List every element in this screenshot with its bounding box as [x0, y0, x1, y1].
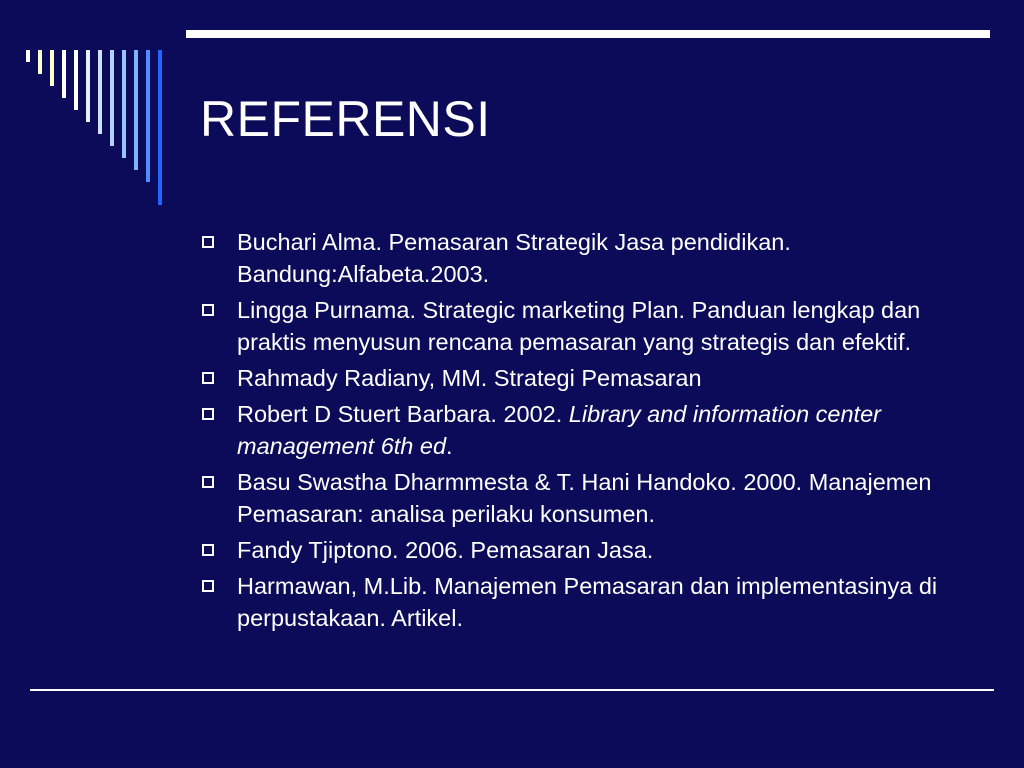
slide-title: REFERENSI [200, 91, 491, 147]
stripe [110, 50, 114, 146]
bottom-divider [30, 689, 994, 691]
stripe [38, 50, 42, 74]
square-bullet-icon [202, 372, 214, 384]
top-decorative-rule [186, 30, 990, 38]
stripe [86, 50, 90, 122]
reference-text-suffix: . [446, 433, 453, 459]
stripe [62, 50, 66, 98]
reference-item [200, 226, 980, 290]
reference-text-prefix: Robert D Stuert Barbara. 2002. [237, 401, 569, 427]
square-bullet-icon [202, 236, 214, 248]
square-bullet-icon [202, 580, 214, 592]
reference-item [200, 534, 980, 566]
reference-item [200, 570, 980, 634]
stripe [26, 50, 30, 62]
reference-item [200, 294, 980, 358]
stripe [122, 50, 126, 158]
stripe [74, 50, 78, 110]
stripe [50, 50, 54, 86]
reference-text: Harmawan, M.Lib. Manajemen Pemasaran dan implementasinya di perpustakaan. Artikel. [237, 573, 938, 631]
reference-list [200, 226, 980, 638]
reference-text: Buchari Alma. Pemasaran Strategik Jasa pendidikan. Bandung:Alfabeta.2003. [237, 229, 791, 287]
reference-book-title: Library and information center management 6th ed [237, 401, 881, 459]
stripe [146, 50, 150, 182]
reference-item [200, 466, 980, 530]
stripe [134, 50, 138, 170]
reference-text: Lingga Purnama. Strategic marketing Plan. Panduan lengkap dan praktis menyusun rencana pemasaran yang strategis dan efektif. [237, 297, 921, 355]
square-bullet-icon [202, 304, 214, 316]
reference-text: Basu Swastha Dharmmesta & T. Hani Handoko. 2000. Manajemen Pemasaran: analisa perilaku konsumen. [237, 469, 932, 527]
reference-item [200, 398, 980, 462]
square-bullet-icon [202, 408, 214, 420]
reference-item [200, 362, 980, 394]
square-bullet-icon [202, 476, 214, 488]
square-bullet-icon [202, 544, 214, 556]
reference-text: Fandy Tjiptono. 2006. Pemasaran Jasa. [237, 537, 654, 563]
reference-text: Rahmady Radiany, MM. Strategi Pemasaran [237, 365, 702, 391]
stripe [158, 50, 162, 205]
stripe [98, 50, 102, 134]
